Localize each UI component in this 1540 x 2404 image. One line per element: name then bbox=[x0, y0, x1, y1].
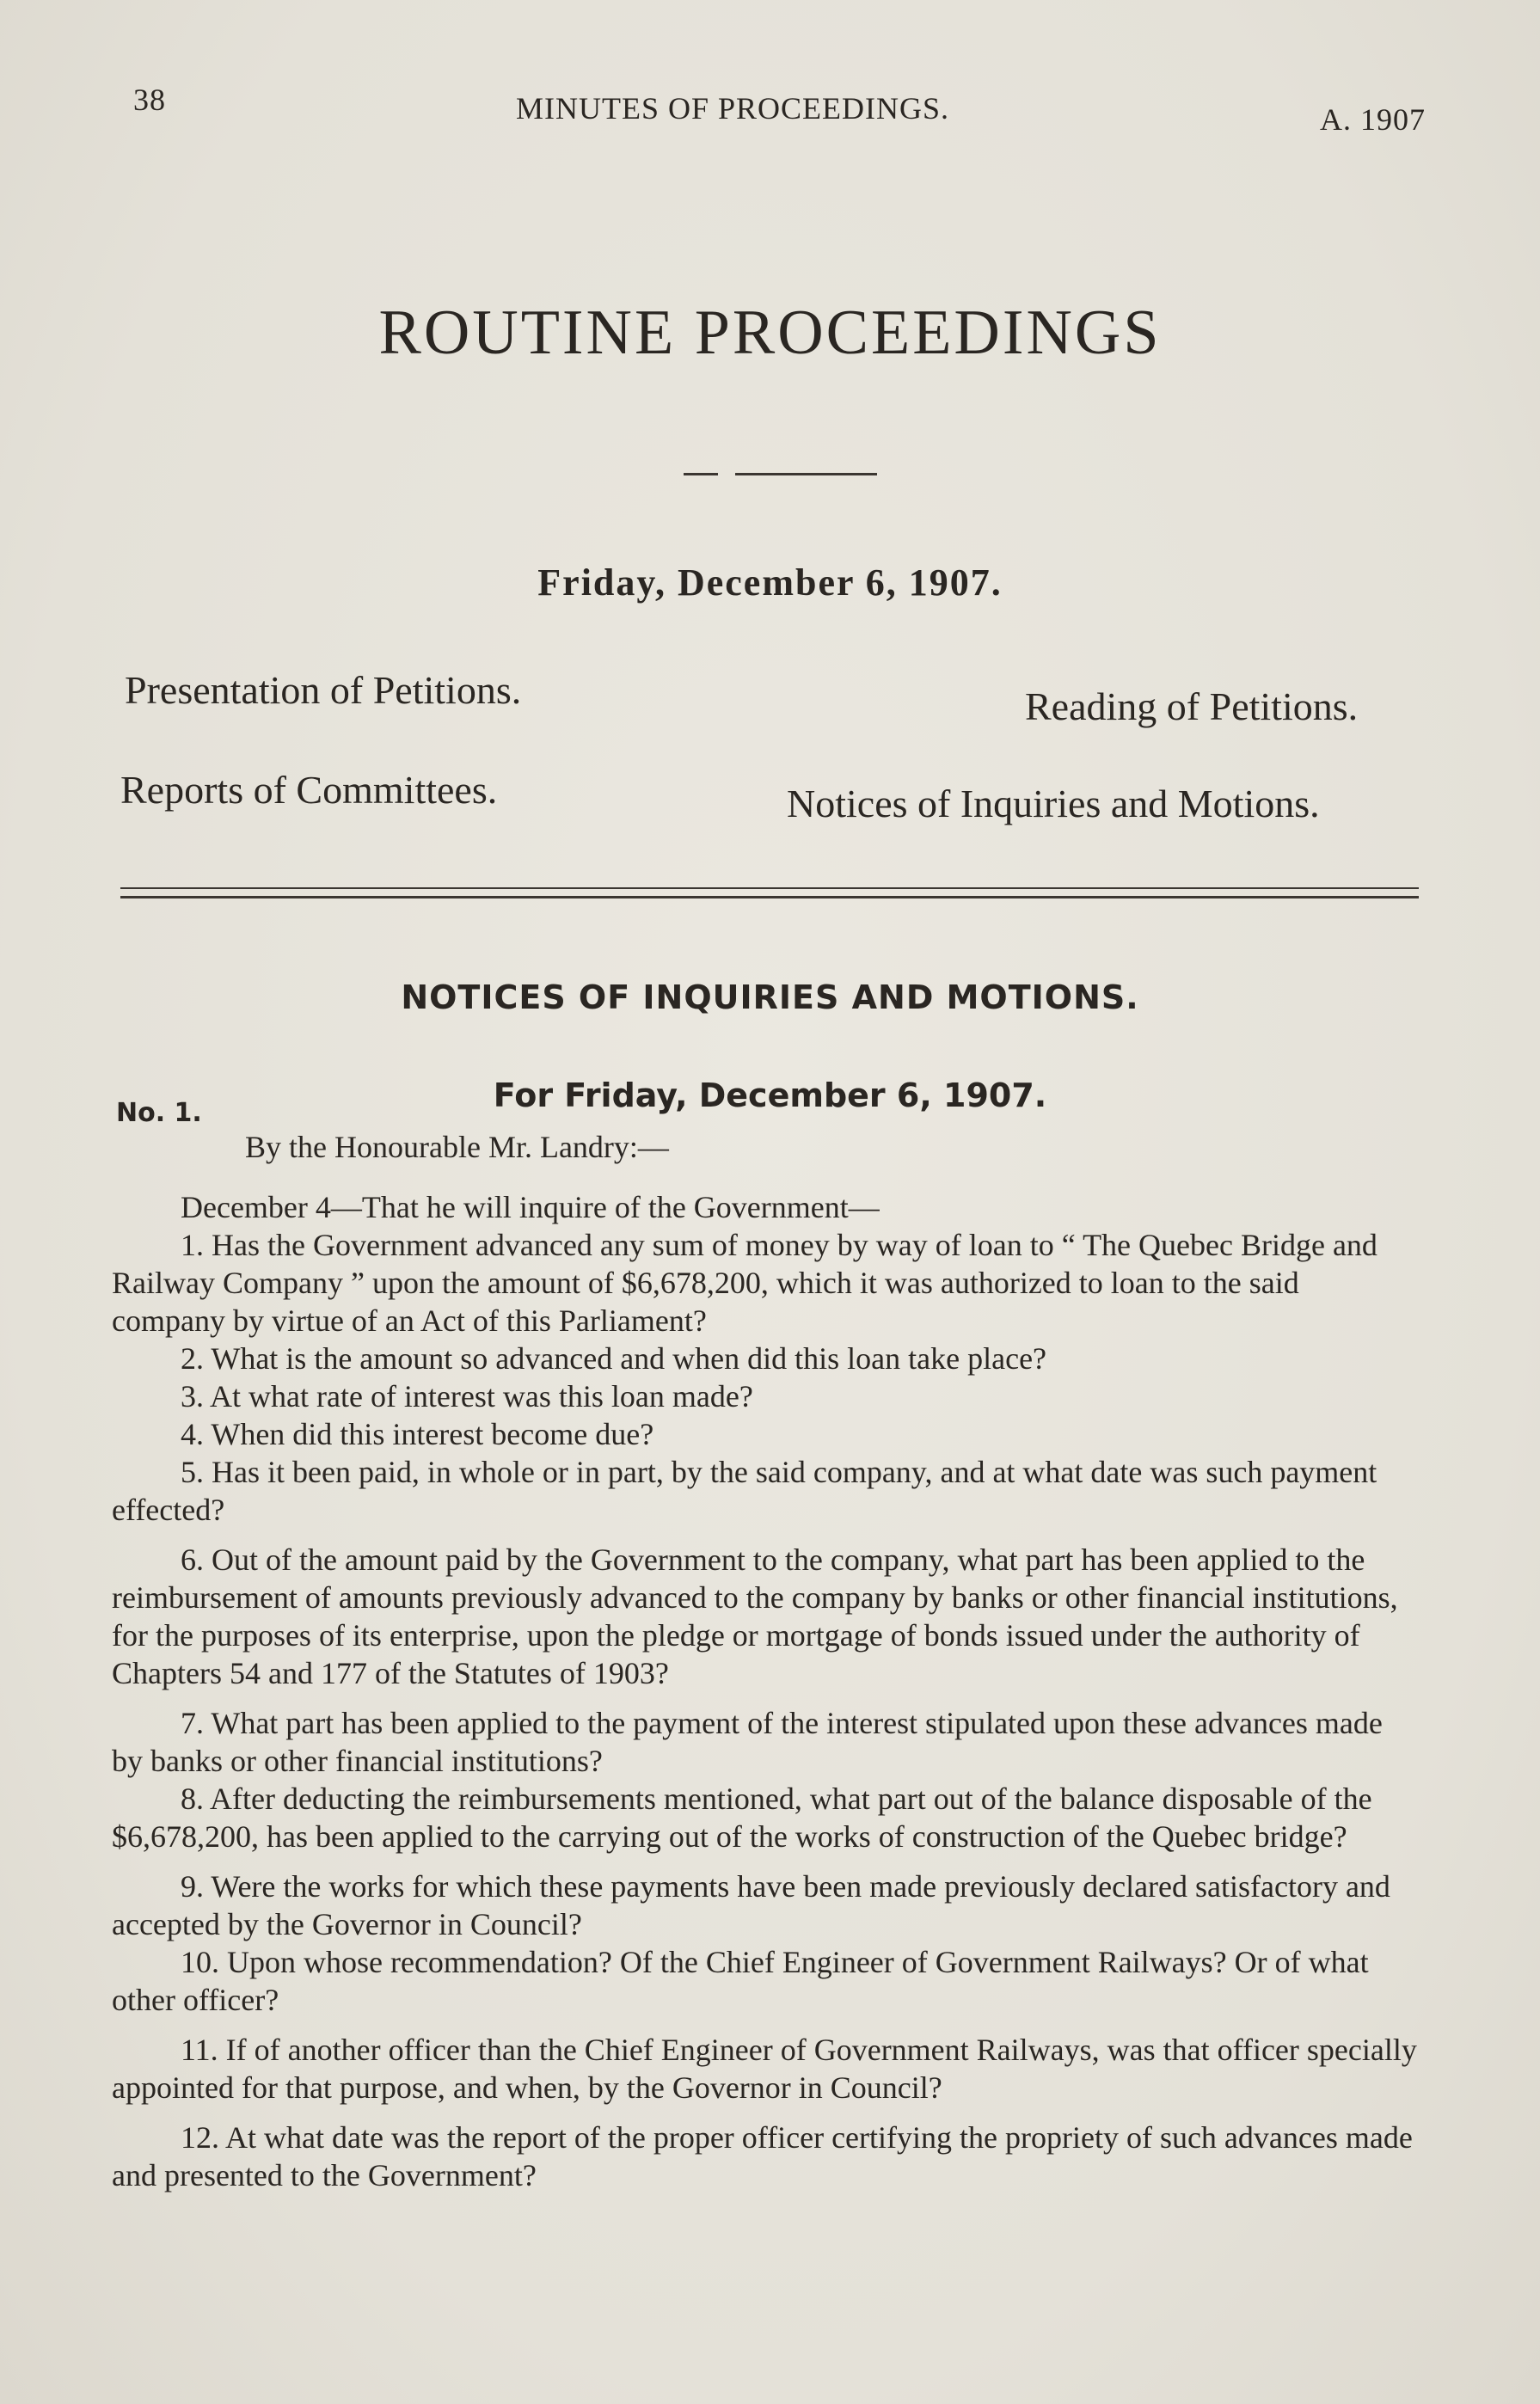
question-item: 8. After deducting the reimbursements mentioned, what part out of the balance disposable of the $6,678,200, has been applied to the carrying out of the works of construction of the Quebec bridge? bbox=[112, 1782, 1372, 1854]
rubric-notices: Notices of Inquiries and Motions. bbox=[787, 782, 1320, 825]
question-item: 4. When did this interest become due? bbox=[181, 1417, 654, 1451]
running-title: MINUTES OF PROCEEDINGS. bbox=[516, 91, 950, 126]
notice-intro: December 4—That he will inquire of the Government— bbox=[181, 1190, 880, 1224]
year-label: A. 1907 bbox=[1320, 102, 1426, 137]
question-item: 3. At what rate of interest was this loan made? bbox=[181, 1379, 753, 1414]
question-item: 7. What part has been applied to the payment of the interest stipulated upon these advances made by banks or other financial institutions? bbox=[112, 1706, 1383, 1778]
question-item: 5. Has it been paid, in whole or in part, by the said company, and at what date was such payment effected? bbox=[112, 1455, 1377, 1527]
by-line: By the Honourable Mr. Landry:— bbox=[245, 1130, 669, 1164]
question-item: 12. At what date was the report of the proper officer certifying the propriety of such advances made and presented to the Government? bbox=[112, 2120, 1413, 2192]
double-rule-top bbox=[120, 887, 1419, 889]
title-rule-right bbox=[735, 473, 877, 475]
question-item: 11. If of another officer than the Chief Engineer of Government Railways, was that officer specially appointed for that purpose, and when, by the Governor in Council? bbox=[112, 2033, 1417, 2105]
notice-number: No. 1. bbox=[116, 1098, 202, 1128]
page-title: ROUTINE PROCEEDINGS bbox=[378, 297, 1162, 368]
question-item: 2. What is the amount so advanced and when did this loan take place? bbox=[181, 1341, 1047, 1376]
notice-body bbox=[112, 1128, 1419, 2194]
date-heading: Friday, December 6, 1907. bbox=[537, 561, 1003, 604]
question-item: 10. Upon whose recommendation? Of the Chief Engineer of Government Railways? Or of what other officer? bbox=[112, 1945, 1369, 2017]
question-item: 6. Out of the amount paid by the Government to the company, what part has been applied to the reimbursement of amounts previously advanced to the company by banks or other financial institutions, for the purposes of its enterprise, upon the pledge or mortgage of bonds issued under the authority of Chapters 54 and 177 of the Statutes of 1903? bbox=[112, 1542, 1398, 1690]
section-heading: NOTICES OF INQUIRIES AND MOTIONS. bbox=[401, 978, 1139, 1016]
rubric-reading: Reading of Petitions. bbox=[1025, 684, 1359, 728]
title-rule-left bbox=[684, 473, 718, 475]
double-rule-bottom bbox=[120, 896, 1419, 898]
question-item: 9. Were the works for which these payments have been made previously declared satisfactory and accepted by the Governor in Council? bbox=[112, 1869, 1390, 1941]
rubric-reports: Reports of Committees. bbox=[120, 768, 498, 812]
notice-date-heading: For Friday, December 6, 1907. bbox=[493, 1076, 1047, 1114]
rubric-presentation: Presentation of Petitions. bbox=[125, 668, 522, 712]
question-item: 1. Has the Government advanced any sum of money by way of loan to “ The Quebec Bridge and Railway Company ” upon the amount of $6,678,200, which it was authorized to loan to the said company by virtue of an Act of this Parliament? bbox=[112, 1228, 1377, 1338]
page-number: 38 bbox=[133, 83, 166, 117]
